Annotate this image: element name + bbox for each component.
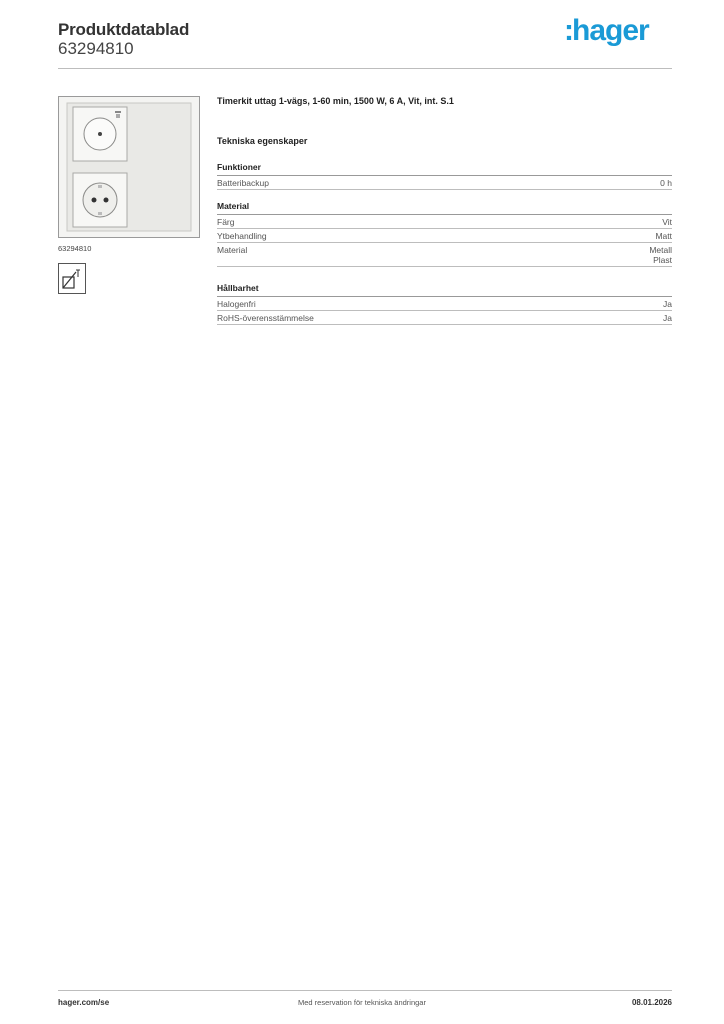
timer-socket-product-image (59, 97, 199, 237)
spec-row (217, 297, 672, 311)
image-caption: 63294810 (58, 244, 92, 253)
section-heading: Tekniska egenskaper (217, 136, 308, 146)
spec-value: Matt (655, 231, 672, 241)
spec-value: Ja (663, 299, 672, 309)
product-number: 63294810 (58, 39, 134, 58)
spec-row (217, 229, 672, 243)
spec-value: Vit (662, 217, 672, 227)
group-title-material: Material (217, 201, 672, 215)
spec-label: Halogenfri (217, 299, 256, 309)
spec-row (217, 176, 672, 190)
spec-value-line: Metall (649, 245, 672, 255)
footer-date: 08.01.2026 (631, 998, 672, 1007)
product-description: Timerkit uttag 1-vägs, 1-60 min, 1500 W, 6 A, Vit, int. S.1 (217, 96, 454, 106)
surface-mounted-icon (58, 263, 86, 294)
spec-value-line: Plast (653, 255, 672, 265)
group-title-funktioner: Funktioner (217, 162, 672, 176)
spec-row (217, 243, 672, 267)
hager-logo: :hager (564, 14, 649, 47)
header-divider (58, 68, 672, 69)
content-area (217, 92, 672, 325)
footer-disclaimer: Med reservation för tekniska ändringar (298, 998, 426, 1007)
spec-label: Ytbehandling (217, 231, 267, 241)
spec-label: Material (217, 245, 248, 255)
footer-website-link[interactable]: hager.com/se (58, 998, 110, 1007)
page-title: Produktdatablad (58, 20, 190, 39)
product-image (58, 96, 200, 238)
spec-label: Batteribackup (217, 178, 269, 188)
group-title-hallbarhet: Hållbarhet (217, 283, 672, 297)
spec-value: 0 h (660, 178, 672, 188)
spec-value: Ja (663, 313, 672, 323)
spec-label: Färg (217, 217, 235, 227)
spec-row (217, 311, 672, 325)
spec-value (649, 245, 672, 265)
spec-row (217, 215, 672, 229)
spec-label: RoHS-överensstämmelse (217, 313, 314, 323)
footer-divider (58, 990, 672, 991)
